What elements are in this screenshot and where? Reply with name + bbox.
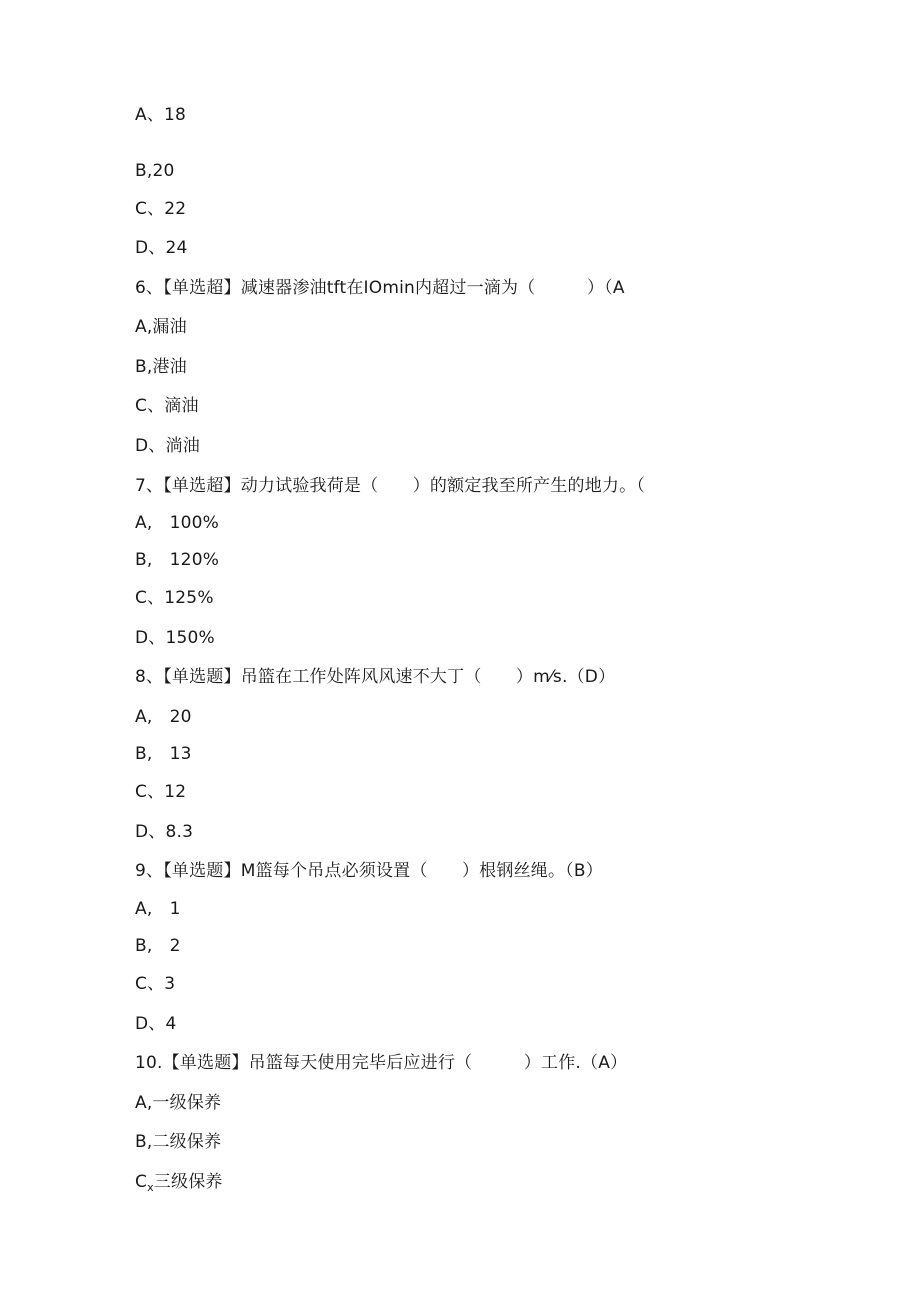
option-line: C、滴油 <box>135 396 199 416</box>
option-line: D、8.3 <box>135 822 194 842</box>
option-line: A,漏油 <box>135 317 187 337</box>
option-letter: C <box>135 1172 148 1192</box>
option-line: B,20 <box>135 161 175 181</box>
option-line: C、3 <box>135 974 176 994</box>
option-line: C、22 <box>135 199 187 219</box>
option-line: D、淌油 <box>135 436 200 456</box>
question-7: 7、【单选超】动力试验我荷是（ ）的额定我至所产生的地力。（ <box>135 476 646 496</box>
question-8: 8、【单选题】吊篮在工作处阵风风速不大丁（ ）m⁄s.（D） <box>135 667 616 687</box>
option-line: B, 120% <box>135 550 220 570</box>
option-line: B, 2 <box>135 936 181 956</box>
option-line: B,二级保养 <box>135 1132 222 1152</box>
option-line: D、150% <box>135 628 215 648</box>
option-line: A、18 <box>135 105 187 125</box>
option-line: D、4 <box>135 1014 177 1034</box>
option-line: A, 100% <box>135 513 220 533</box>
option-line: B, 13 <box>135 744 192 764</box>
option-line: A, 1 <box>135 899 181 919</box>
question-10: 10.【单选题】吊篮每天使用完毕后应进行（ ）工作.（A） <box>135 1053 628 1073</box>
question-9: 9、【单选题】M篮每个吊点必须设置（ ）根钢丝绳。（B） <box>135 861 603 881</box>
option-line: C、12 <box>135 782 187 802</box>
option-subscript: x <box>147 1181 154 1194</box>
option-line: B,港油 <box>135 357 187 377</box>
option-line: C、125% <box>135 588 214 608</box>
option-line: A,一级保养 <box>135 1093 222 1113</box>
option-line: D、24 <box>135 238 188 258</box>
option-text: 三级保养 <box>153 1172 223 1192</box>
option-line: A, 20 <box>135 707 192 727</box>
option-line-c <box>135 1171 223 1199</box>
question-6: 6、【单选超】减速器渗油tft在IOmin内超过一滴为（ ）（A <box>135 278 625 298</box>
